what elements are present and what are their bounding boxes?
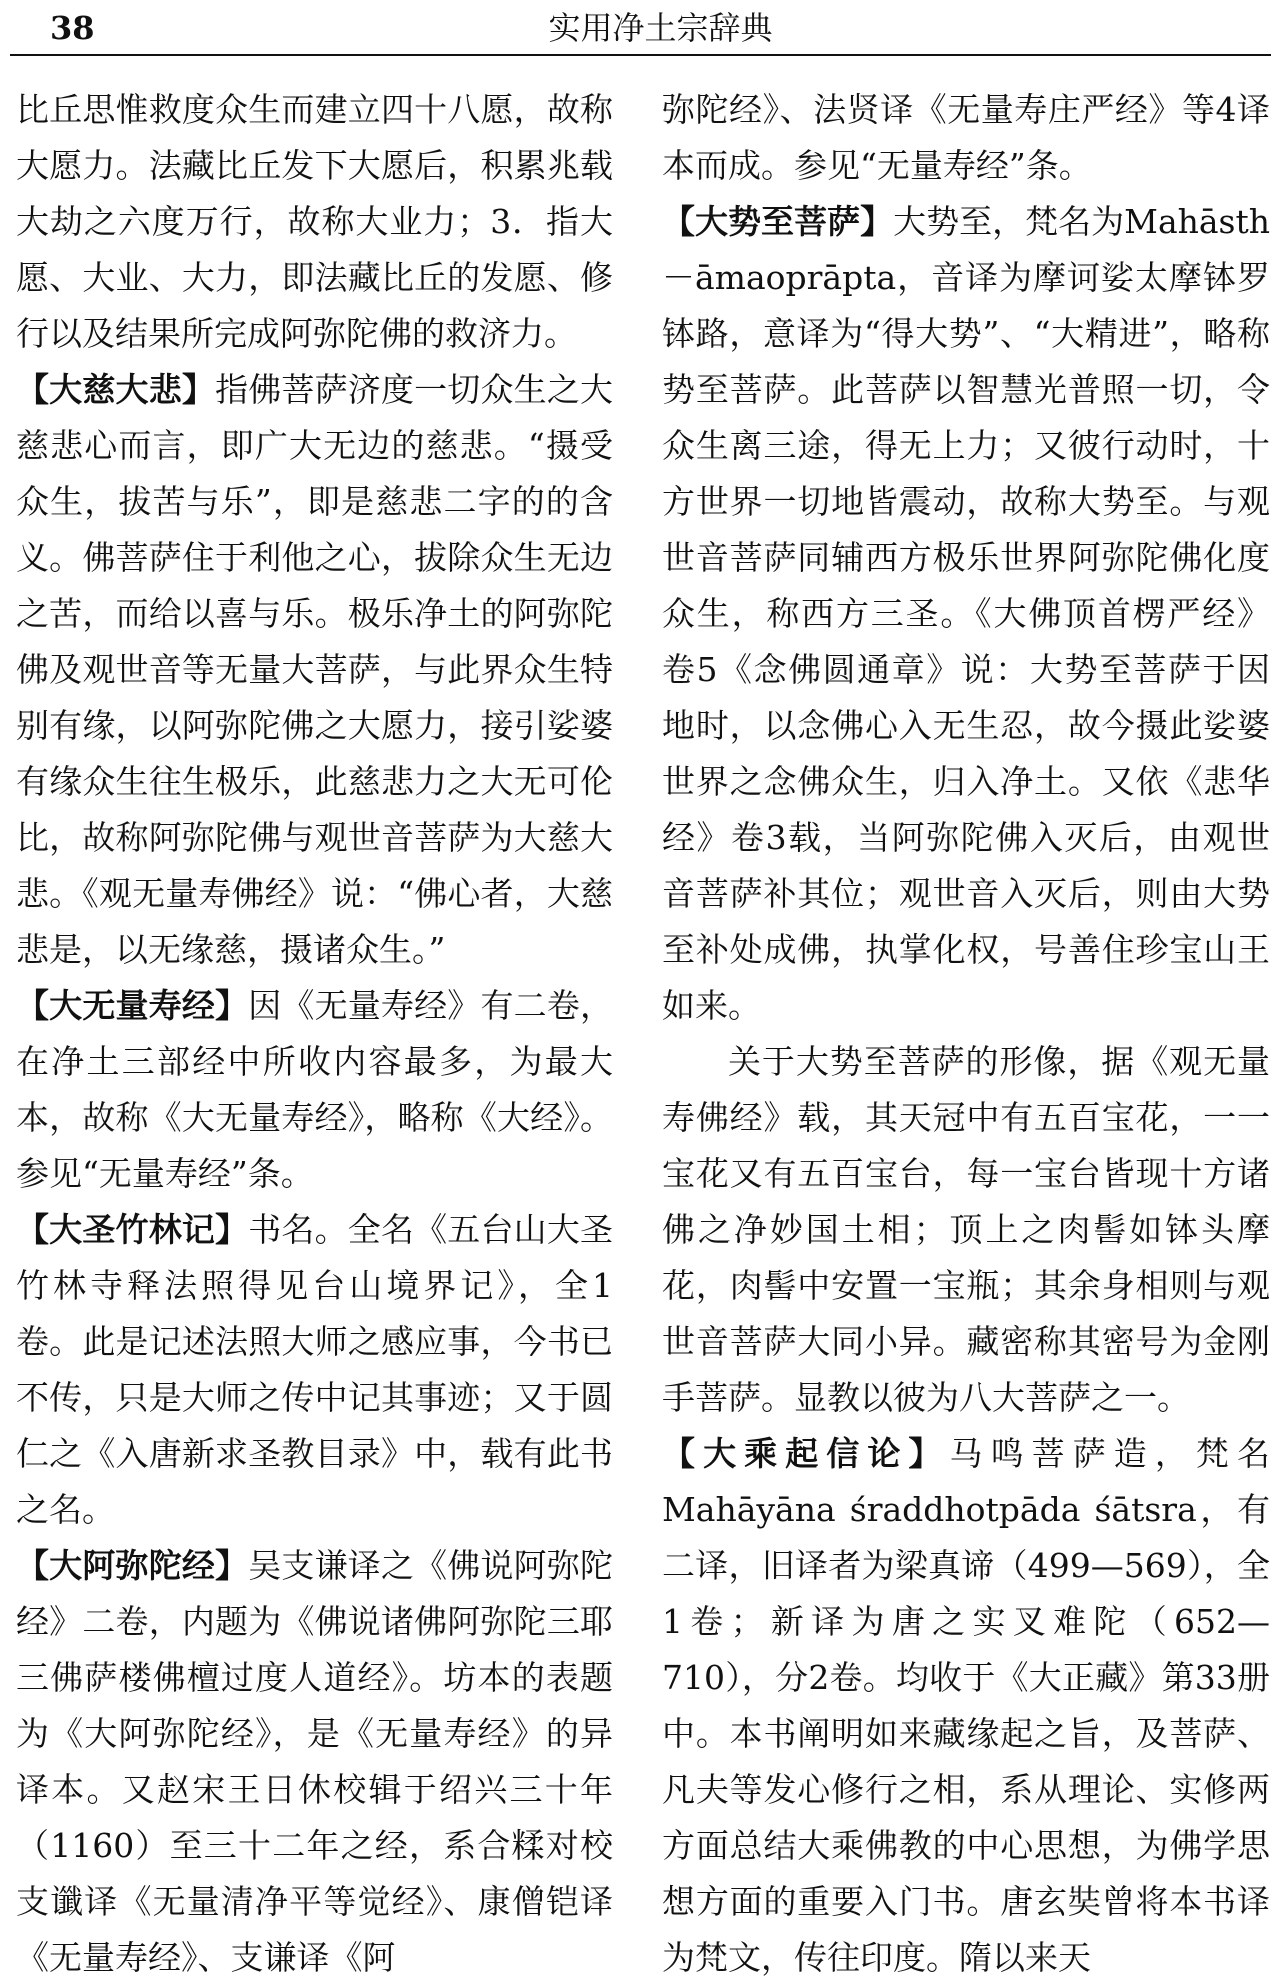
header-rule: [10, 54, 1271, 56]
right-column: [662, 82, 1270, 1986]
entry-da-cheng-qi-xin-lun: [662, 1426, 1270, 1986]
entry-body: 弥陀经》、法贤译《无量寿庄严经》等4译本而成。参见“无量寿经”条。: [662, 90, 1270, 185]
entry-body: 马鸣菩萨造，梵名Mahāyāna śraddhotpāda śātsra，有二译，旧译者为梁真谛（499—569），全1卷；新译为唐之实叉难陀（652—710），分2卷。均收于《大正藏》第33册中。本书阐明如来藏缘起之旨，及菩萨、凡夫等发心修行之相，系从理论、实修两方面总结大乘佛教的中心思想，为佛学思想方面的重要入门书。唐玄奘曾将本书译为梵文，传往印度。隋以来天: [662, 1434, 1270, 1977]
entry-body: 吴支谦译之《佛说阿弥陀经》二卷，内题为《佛说诸佛阿弥陀三耶三佛萨楼佛檀过度人道经》。坊本的表题为《大阿弥陀经》，是《无量寿经》的异译本。又赵宋王日休校辑于绍兴三十年（1160）至三十二年之经，系合糅对校支谶译《无量清净平等觉经》、康僧铠译《无量寿经》、支谦译《阿: [16, 1546, 614, 1977]
entry-da-a-mi-tuo-jing: [16, 1538, 613, 1986]
entry-body: 比丘思惟救度众生而建立四十八愿，故称大愿力。法藏比丘发下大愿后，积累兆载大劫之六度万行，故称大业力；3．指大愿、大业、大力，即法藏比丘的发愿、修行以及结果所完成阿弥陀佛的救济力。: [16, 90, 613, 353]
entry-headword: 【大无量寿经】: [16, 986, 249, 1025]
left-column: [16, 82, 613, 1986]
entry-da-wu-liang-shou-jing: [16, 978, 613, 1202]
page-header: [0, 0, 1281, 62]
entry-paragraph: [662, 1034, 1270, 1426]
entry-body: 大势至，梵名为Mahāsth－āmaoprāpta，音译为摩诃娑太摩钵罗钵路，意译为“得大势”、“大精进”，略称势至菩萨。此菩萨以智慧光普照一切，令众生离三途，得无上力；又彼行动时，十方世界一切地皆震动，故称大势至。与观世音菩萨同辅西方极乐世界阿弥陀佛化度众生，称西方三圣。《大佛顶首楞严经》卷5《念佛圆通章》说：大势至菩萨于因地时，以念佛心入无生忍，故今摄此娑婆世界之念佛众生，归入净土。又依《悲华经》卷3载，当阿弥陀佛入灭后，由观世音菩萨补其位；观世音入灭后，则由大势至补处成佛，执掌化权，号善住珍宝山王如来。: [662, 202, 1270, 1025]
entry-body: 指佛菩萨济度一切众生之大慈悲心而言，即广大无边的慈悲。“摄受众生，拔苦与乐”，即是慈悲二字的的含义。佛菩萨住于利他之心，拔除众生无边之苦，而给以喜与乐。极乐净土的阿弥陀佛及观世音等无量大菩萨，与此界众生特别有缘，以阿弥陀佛之大愿力，接引娑婆有缘众生往生极乐，此慈悲力之大无可伦比，故称阿弥陀佛与观世音菩萨为大慈大悲。《观无量寿佛经》说：“佛心者，大慈悲是，以无缘慈，摄诸众生。”: [16, 370, 614, 969]
entry-body: 因《无量寿经》有二卷，在净土三部经中所收内容最多，为最大本，故称《大无量寿经》，略称《大经》。参见“无量寿经”条。: [16, 986, 614, 1193]
entry-body: 关于大势至菩萨的形像，据《观无量寿佛经》载，其天冠中有五百宝花，一一宝花又有五百宝台，每一宝台皆现十方诸佛之净妙国土相；顶上之肉髻如钵头摩花，肉髻中安置一宝瓶；其余身相则与观世音菩萨大同小异。藏密称其密号为金刚手菩萨。显教以彼为八大菩萨之一。: [662, 1042, 1270, 1417]
entry-da-ci-da-bei: [16, 362, 613, 978]
entry-da-shi-zhi-pu-sa: [662, 194, 1270, 1034]
entry-continuation: [16, 82, 613, 362]
entry-headword: 【大慈大悲】: [16, 370, 216, 409]
entry-continuation: [662, 82, 1270, 194]
entry-headword: 【大阿弥陀经】: [16, 1546, 249, 1585]
entry-da-sheng-zhu-lin-ji: [16, 1202, 613, 1538]
page-number: 38: [50, 9, 95, 47]
entry-body: 书名。全名《五台山大圣竹林寺释法照得见台山境界记》，全1卷。此是记述法照大师之感应事，今书已不传，只是大师之传中记其事迹；又于圆仁之《入唐新求圣教目录》中，载有此书之名。: [16, 1210, 614, 1529]
entry-headword: 【大圣竹林记】: [16, 1210, 249, 1249]
entry-headword: 【大乘起信论】: [662, 1434, 950, 1473]
running-title: 实用净土宗辞典: [548, 9, 773, 47]
entry-headword: 【大势至菩萨】: [662, 202, 894, 241]
